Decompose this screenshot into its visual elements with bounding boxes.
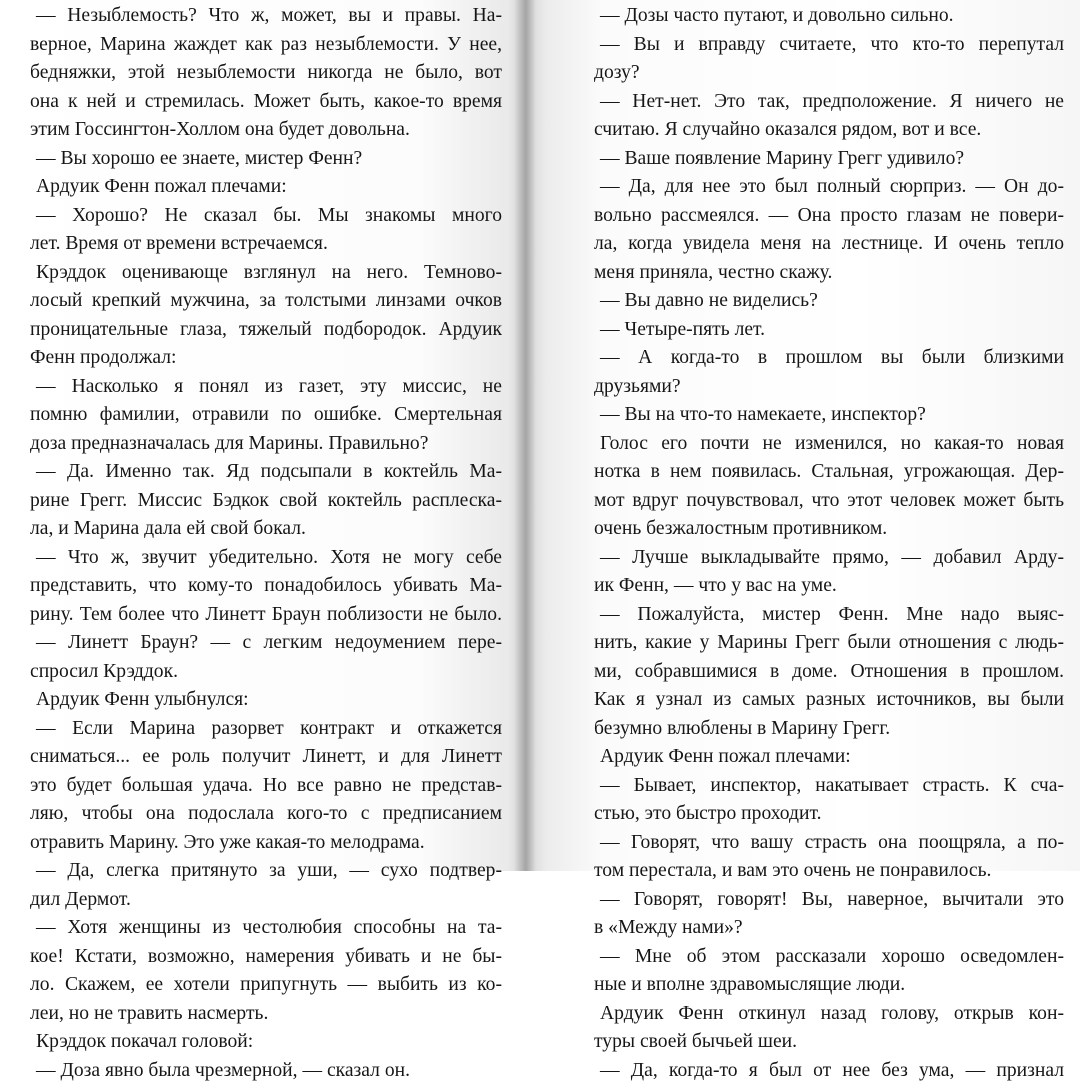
text-line: рине Грегг. Миссис Бэдкок свой коктейль расплеска- — [30, 487, 502, 516]
text-line: — Хотя женщины из честолюбия способны на та- — [30, 914, 502, 943]
text-line: лет. Время от времени встречаемся. — [30, 230, 502, 259]
text-line: — Говорят, говорят! Вы, наверное, вычитали это — [594, 886, 1064, 915]
text-line: — Да. Именно так. Яд подсыпали в коктейль Ма- — [30, 458, 502, 487]
text-line: помню фамилии, отравили по ошибке. Смертельная — [30, 401, 502, 430]
text-line: она к ней и стремилась. Может быть, какое-то время — [30, 88, 502, 117]
text-line: — Насколько я понял из газет, эту миссис, не — [30, 373, 502, 402]
text-line: — Вы давно не виделись? — [594, 287, 1064, 316]
text-line: ные и вполне здравомыслящие люди. — [594, 971, 1064, 1000]
text-line: — Вы и вправду считаете, что кто-то перепутал — [594, 31, 1064, 60]
text-line: в «Между нами»? — [594, 914, 1064, 943]
text-line: — Говорят, что вашу страсть она поощряла, а по- — [594, 829, 1064, 858]
text-line: ло. Скажем, ее хотели припугнуть — выбить из ко- — [30, 971, 502, 1000]
text-line: кое! Кстати, возможно, намерения убивать и не бы- — [30, 943, 502, 972]
text-line: — Да, когда-то я был от нее без ума, — признал — [594, 1057, 1064, 1085]
text-line: нить, какие у Марины Грегг были отношения с людь- — [594, 629, 1064, 658]
text-line: — Незыблемость? Что ж, может, вы и правы. На- — [30, 2, 502, 31]
text-line: мот вдруг почувствовал, что этот человек может быть — [594, 487, 1064, 516]
text-line: — Если Марина разорвет контракт и откажется — [30, 715, 502, 744]
text-line: леи, но не травить насмерть. — [30, 1000, 502, 1029]
text-line: — Лучше выкладывайте прямо, — добавил Арду- — [594, 544, 1064, 573]
text-line: вольно рассмеялся. — Она просто глазам не повери- — [594, 202, 1064, 231]
text-line: дил Дермот. — [30, 886, 502, 915]
left-page-text — [30, 2, 502, 1085]
text-line: друзьями? — [594, 373, 1064, 402]
text-line: Ардуик Фенн пожал плечами: — [30, 173, 502, 202]
text-line: — Вы на что-то намекаете, инспектор? — [594, 401, 1064, 430]
text-line: — Да, слегка притянуто за уши, — сухо подтвер- — [30, 857, 502, 886]
text-line: ляю, чтобы она подослала кого-то с предписанием — [30, 800, 502, 829]
text-line: — Да, для нее это был полный сюрприз. — Он до- — [594, 173, 1064, 202]
text-line: спросил Крэддок. — [30, 658, 502, 687]
text-line: бедняжки, этой незыблемости никогда не было, вот — [30, 59, 502, 88]
text-line: дозу? — [594, 59, 1064, 88]
text-line: верное, Марина жаждет как раз незыблемости. У нее, — [30, 31, 502, 60]
text-line: — Доза явно была чрезмерной, — сказал он. — [30, 1057, 502, 1085]
text-line: сниматься... ее роль получит Линетт, и для Линетт — [30, 743, 502, 772]
text-line: — Линетт Браун? — с легким недоумением пере- — [30, 629, 502, 658]
text-line: это будет большая удача. Но все равно не представ- — [30, 772, 502, 801]
text-line: рину. Тем более что Линетт Браун поблизости не было. — [30, 601, 502, 630]
text-line: — Дозы часто путают, и довольно сильно. — [594, 2, 1064, 31]
text-line: Голос его почти не изменился, но какая-то новая — [594, 430, 1064, 459]
text-line: проницательные глаза, тяжелый подбородок. Ардуик — [30, 316, 502, 345]
text-line: Ардуик Фенн откинул назад голову, открыв кон- — [594, 1000, 1064, 1029]
text-line: ми, собравшимися в доме. Отношения в прошлом. — [594, 658, 1064, 687]
text-line: стью, это быстро проходит. — [594, 800, 1064, 829]
text-line: — Вы хорошо ее знаете, мистер Фенн? — [30, 145, 502, 174]
text-line: — Что ж, звучит убедительно. Хотя не могу себе — [30, 544, 502, 573]
text-line: Ардуик Фенн улыбнулся: — [30, 686, 502, 715]
text-line: представить, что кому-то понадобилось убивать Ма- — [30, 572, 502, 601]
text-line: меня приняла, честно скажу. — [594, 259, 1064, 288]
text-line: Ардуик Фенн пожал плечами: — [594, 743, 1064, 772]
right-page-text — [594, 2, 1064, 1085]
text-line: — Мне об этом рассказали хорошо осведомлен- — [594, 943, 1064, 972]
text-line: ла, когда увидела меня на лестнице. И очень тепло — [594, 230, 1064, 259]
text-line: считаю. Я случайно оказался рядом, вот и все. — [594, 116, 1064, 145]
text-line: — Бывает, инспектор, накатывает страсть. К сча- — [594, 772, 1064, 801]
text-line: — Четыре-пять лет. — [594, 316, 1064, 345]
text-line: нотка в нем появилась. Стальная, угрожающая. Дер- — [594, 458, 1064, 487]
text-line: Крэддок покачал головой: — [30, 1028, 502, 1057]
text-line: — Нет-нет. Это так, предположение. Я ничего не — [594, 88, 1064, 117]
right-page — [524, 0, 1080, 871]
text-line: этим Госсингтон-Холлом она будет довольна. — [30, 116, 502, 145]
text-line: Крэддок оценивающе взглянул на него. Темново- — [30, 259, 502, 288]
text-line: лосый крепкий мужчина, за толстыми линзами очков — [30, 287, 502, 316]
text-line: ла, и Марина дала ей свой бокал. — [30, 515, 502, 544]
text-line: доза предназначалась для Марины. Правильно? — [30, 430, 502, 459]
text-line: очень безжалостным противником. — [594, 515, 1064, 544]
text-line: безумно влюблены в Марину Грегг. — [594, 715, 1064, 744]
text-line: туры своей бычьей шеи. — [594, 1028, 1064, 1057]
text-line: ик Фенн, — что у вас на уме. — [594, 572, 1064, 601]
text-line: отравить Марину. Это уже какая-то мелодрама. — [30, 829, 502, 858]
text-line: — Пожалуйста, мистер Фенн. Мне надо выяс- — [594, 601, 1064, 630]
text-line: том перестала, и вам это очень не понравилось. — [594, 857, 1064, 886]
text-line: — Ваше появление Марину Грегг удивило? — [594, 145, 1064, 174]
text-line: — Хорошо? Не сказал бы. Мы знакомы много — [30, 202, 502, 231]
text-line: Фенн продолжал: — [30, 344, 502, 373]
left-page — [0, 0, 524, 871]
text-line: — А когда-то в прошлом вы были близкими — [594, 344, 1064, 373]
text-line: Как я узнал из самых разных источников, вы были — [594, 686, 1064, 715]
